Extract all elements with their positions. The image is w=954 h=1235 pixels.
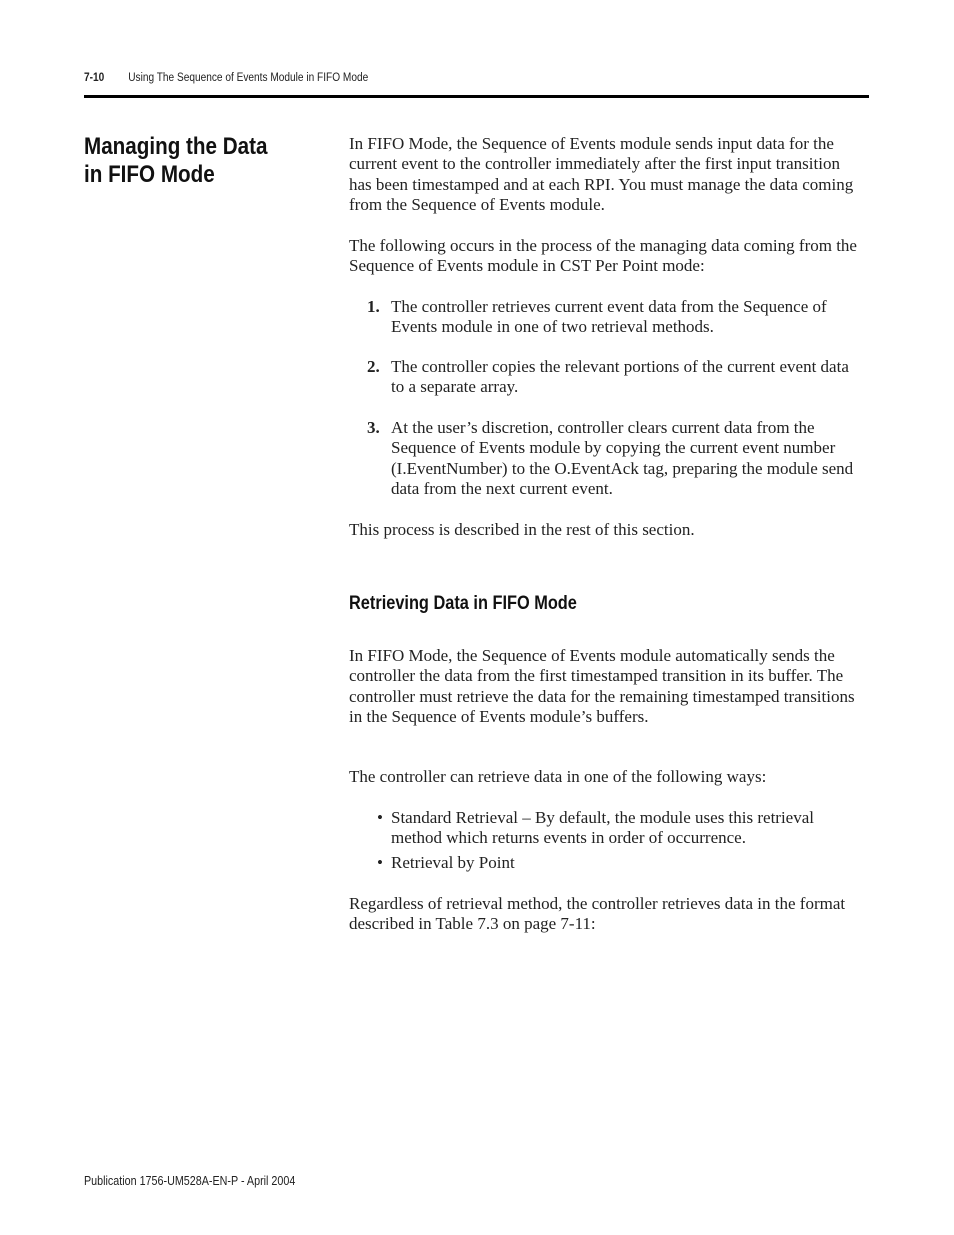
section-title: Managing the Data in FIFO Mode	[84, 133, 268, 188]
subsection-intro-paragraph: In FIFO Mode, the Sequence of Events module automatically sends the controller the data from the first timestamped transition in its buffer. The controller must retrieve the data for the remaining timestamped transitions in the Sequence of Events module’s buffers.	[349, 646, 855, 726]
bullet-text: Standard Retrieval – By default, the module uses this retrieval method which returns events in order of occurrence.	[391, 808, 814, 848]
page-number: 7-10	[84, 72, 105, 84]
ways-intro-paragraph: The controller can retrieve data in one of the following ways:	[349, 767, 767, 786]
step-number: 3.	[367, 418, 380, 437]
step-number: 1.	[367, 297, 380, 316]
header-rule	[84, 95, 869, 98]
step-text: The controller copies the relevant portions of the current event data to a separate array.	[391, 357, 849, 397]
subsection-closing-paragraph: Regardless of retrieval method, the controller retrieves data in the format described in Table 7.3 on page 7-11:	[349, 894, 846, 934]
running-header	[84, 72, 368, 84]
step-number: 2.	[367, 357, 380, 376]
running-title: Using The Sequence of Events Module in FIFO Mode	[128, 72, 369, 84]
bullet-text: Retrieval by Point	[391, 853, 515, 872]
step-text: The controller retrieves current event data from the Sequence of Events module in one of two retrieval methods.	[391, 297, 827, 337]
step-text: At the user’s discretion, controller clears current data from the Sequence of Events module by copying the current event number (I.EventNumber) to the O.EventAck tag, preparing the module send data from the next current event.	[391, 418, 854, 498]
process-intro-paragraph: The following occurs in the process of the managing data coming from the Sequence of Events module in CST Per Point mode:	[349, 236, 857, 276]
bullet-symbol: •	[377, 808, 383, 827]
section-closing-paragraph: This process is described in the rest of this section.	[349, 520, 695, 539]
publication-footer: Publication 1756-UM528A-EN-P - April 2004	[84, 1174, 296, 1188]
section-intro-paragraph: In FIFO Mode, the Sequence of Events module sends input data for the current event to the controller immediately after the first input transition has been timestamped and at each RPI. You must manage the data coming from the Sequence of Events module.	[349, 134, 854, 214]
bullet-symbol: •	[377, 853, 383, 872]
subsection-title: Retrieving Data in FIFO Mode	[349, 593, 577, 614]
